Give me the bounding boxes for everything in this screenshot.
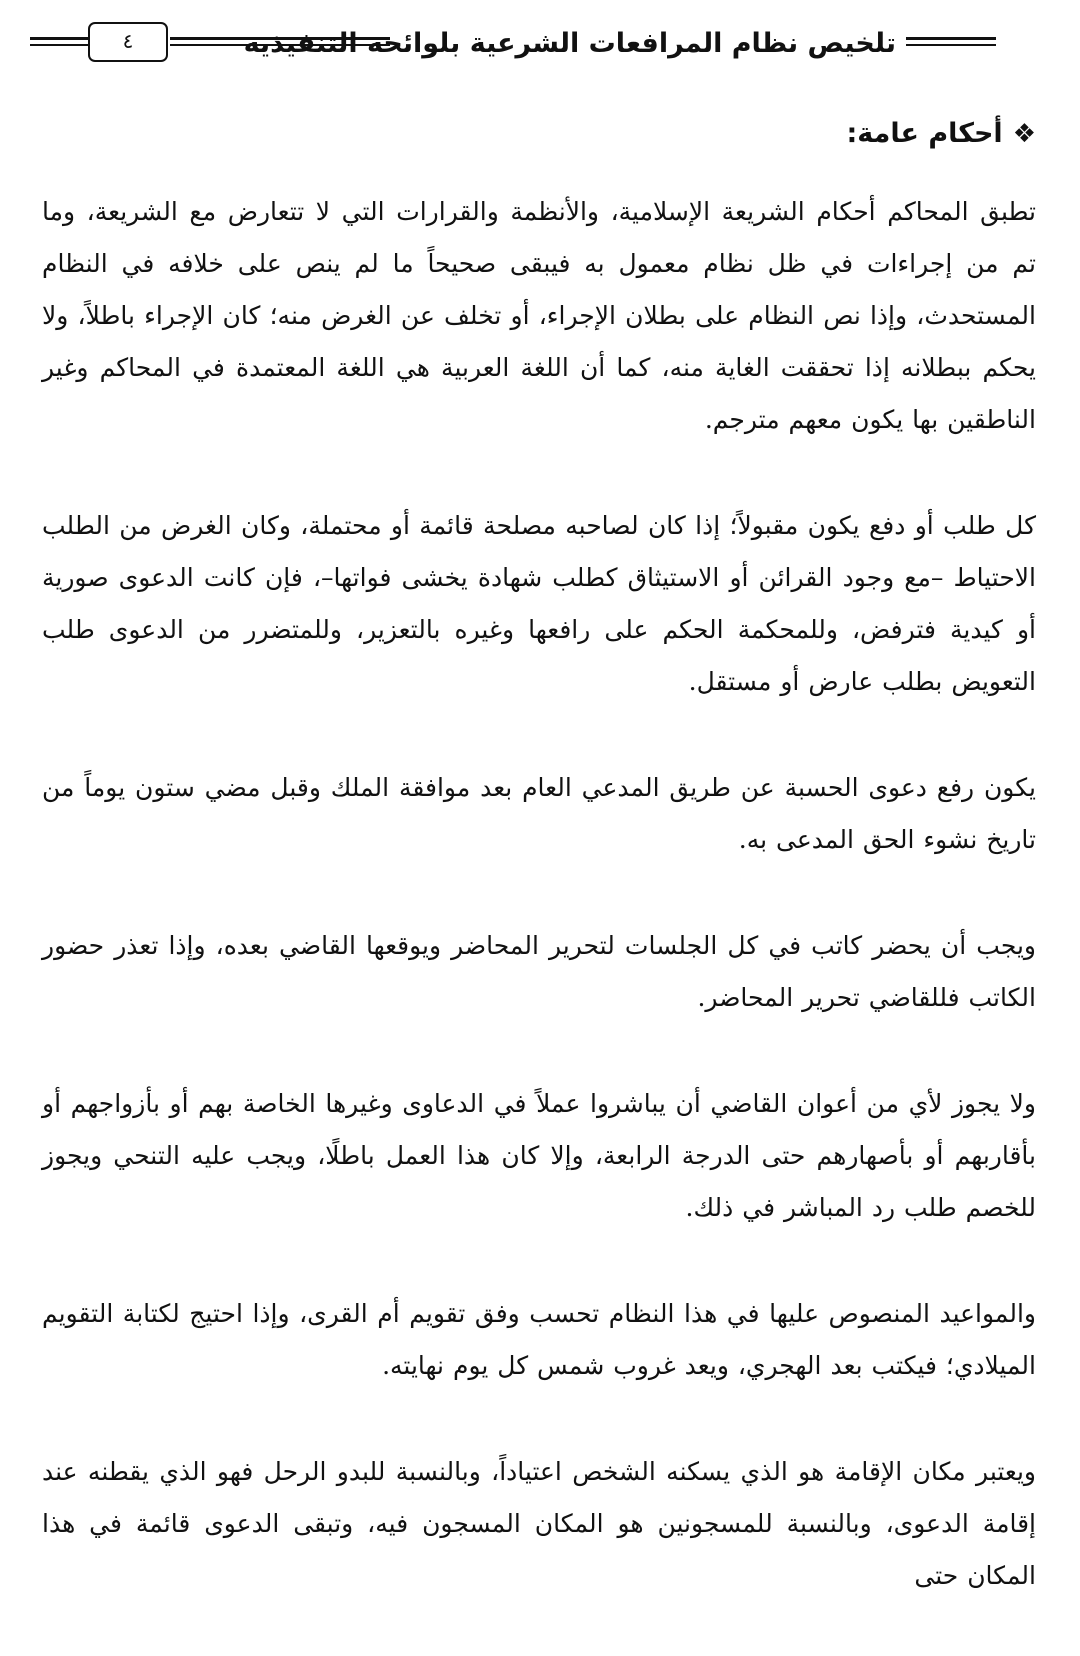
paragraph: يكون رفع دعوى الحسبة عن طريق المدعي العام بعد موافقة الملك وقبل مضي ستون يوماً من تاريخ نشوء الحق المدعى به.	[42, 773, 1036, 854]
paragraph: كل طلب أو دفع يكون مقبولاً؛ إذا كان لصاحبه مصلحة قائمة أو محتملة، وكان الغرض من الطلب الاحتياط –مع وجود القرائن أو الاستيثاق كطلب شهادة يخشى فواتها–، فإن كانت الدعوى صورية أو كيدية فترفض، وللمحكمة الحكم على رافعها وغيره بالتعزير، وللمتضرر من الدعوى طلب التعويض بطلب عارض أو مستقل.	[42, 511, 1036, 696]
paragraph: ولا يجوز لأي من أعوان القاضي أن يباشروا عملاً في الدعاوى وغيرها الخاصة بهم أو بأزواجهم أو بأقاربهم أو بأصهارهم حتى الدرجة الرابعة، وإلا كان هذا العمل باطلًا، ويجب عليه التنحي ويجوز للخصم طلب رد المباشر في ذلك.	[42, 1089, 1036, 1222]
document-body	[42, 186, 1036, 1656]
page-header	[30, 14, 996, 74]
section-heading-text: أحكام عامة:	[846, 118, 1003, 149]
paragraph: ويجب أن يحضر كاتب في كل الجلسات لتحرير المحاضر ويوقعها القاضي بعده، وإذا تعذر حضور الكاتب فللقاضي تحرير المحاضر.	[42, 931, 1036, 1012]
header-rule-middle	[170, 37, 390, 46]
header-title: تلخيص نظام المرافعات الشرعية بلوائحه التنفيذية	[243, 28, 896, 59]
section-heading	[846, 118, 1036, 149]
paragraph: والمواعيد المنصوص عليها في هذا النظام تحسب وفق تقويم أم القرى، وإذا احتيج لكتابة التقويم الميلادي؛ فيكتب بعد الهجري، ويعد غروب شمس كل يوم نهايته.	[42, 1299, 1036, 1380]
header-rule-right	[906, 37, 996, 46]
paragraph: تطبق المحاكم أحكام الشريعة الإسلامية، والأنظمة والقرارات التي لا تتعارض مع الشريعة، وما تم من إجراءات في ظل نظام معمول به فيبقى صحيحاً ما لم ينص على خلافه في النظام المستحدث، وإذا نص النظام على بطلان الإجراء، أو تخلف عن الغرض منه؛ كان الإجراء باطلاً، ولا يحكم ببطلانه إذا تحققت الغاية منه، كما أن اللغة العربية هي اللغة المعتمدة في المحاكم وغير الناطقين بها يكون معهم مترجم.	[42, 197, 1036, 434]
diamond-cluster-icon: ❖	[1012, 119, 1036, 149]
header-rule-left	[30, 37, 88, 46]
paragraph: ويعتبر مكان الإقامة هو الذي يسكنه الشخص اعتياداً، وبالنسبة للبدو الرحل فهو الذي يقطنه عند إقامة الدعوى، وبالنسبة للمسجونين هو المكان المسجون فيه، وتبقى الدعوى قائمة في هذا المكان حتى	[42, 1457, 1036, 1590]
page-number: ٤	[88, 22, 168, 62]
